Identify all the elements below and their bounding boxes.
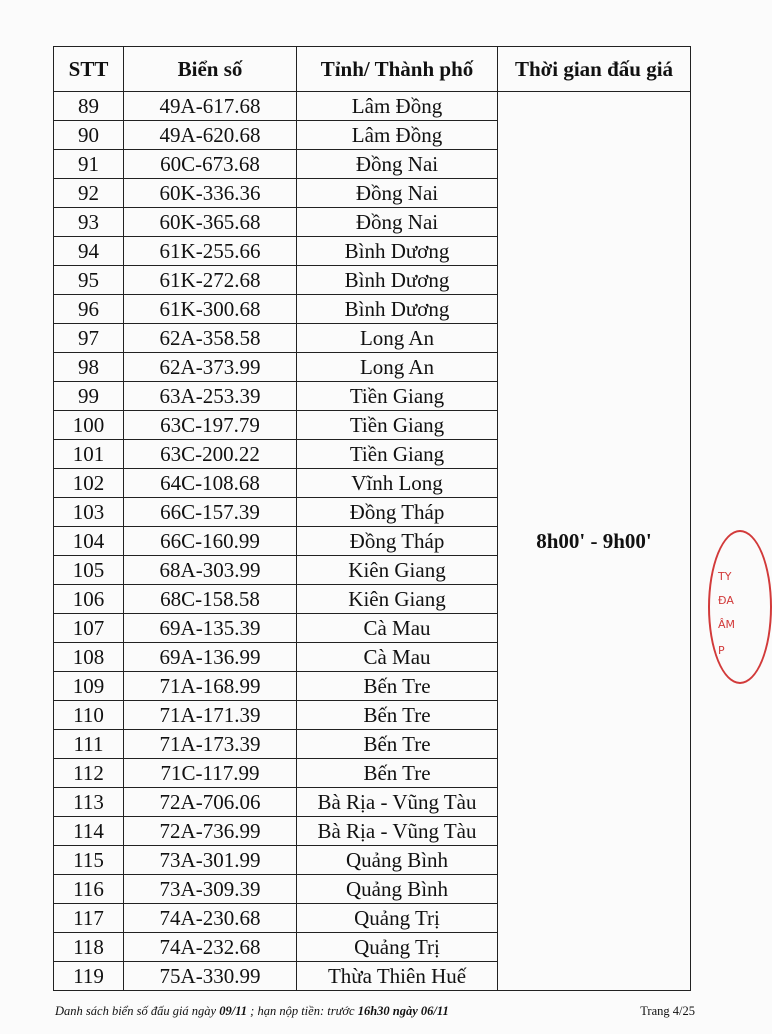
cell-province: Bình Dương	[297, 266, 498, 295]
cell-stt: 117	[54, 904, 124, 933]
cell-province: Đồng Tháp	[297, 527, 498, 556]
footer-deadline: 16h30 ngày 06/11	[357, 1004, 449, 1018]
cell-stt: 106	[54, 585, 124, 614]
cell-stt: 98	[54, 353, 124, 382]
cell-province: Đồng Nai	[297, 208, 498, 237]
cell-province: Đồng Nai	[297, 150, 498, 179]
cell-plate: 61K-300.68	[124, 295, 297, 324]
cell-stt: 99	[54, 382, 124, 411]
cell-plate: 64C-108.68	[124, 469, 297, 498]
header-row	[54, 47, 691, 92]
cell-plate: 63C-200.22	[124, 440, 297, 469]
cell-province: Kiên Giang	[297, 585, 498, 614]
cell-province: Quảng Trị	[297, 904, 498, 933]
cell-stt: 97	[54, 324, 124, 353]
cell-province: Bình Dương	[297, 237, 498, 266]
stamp-fragment: ĐA	[718, 594, 734, 607]
cell-plate: 75A-330.99	[124, 962, 297, 991]
cell-stt: 90	[54, 121, 124, 150]
cell-province: Bà Rịa - Vũng Tàu	[297, 817, 498, 846]
cell-plate: 62A-358.58	[124, 324, 297, 353]
cell-plate: 73A-309.39	[124, 875, 297, 904]
cell-plate: 71A-168.99	[124, 672, 297, 701]
table-row	[54, 92, 691, 121]
cell-plate: 71A-173.39	[124, 730, 297, 759]
cell-province: Tiền Giang	[297, 382, 498, 411]
cell-stt: 100	[54, 411, 124, 440]
cell-stt: 114	[54, 817, 124, 846]
cell-stt: 116	[54, 875, 124, 904]
cell-plate: 68C-158.58	[124, 585, 297, 614]
cell-stt: 94	[54, 237, 124, 266]
cell-plate: 69A-136.99	[124, 643, 297, 672]
cell-province: Đồng Nai	[297, 179, 498, 208]
red-stamp	[708, 530, 772, 684]
cell-province: Vĩnh Long	[297, 469, 498, 498]
cell-province: Bến Tre	[297, 759, 498, 788]
stamp-fragment: ÂM	[718, 618, 736, 631]
cell-stt: 101	[54, 440, 124, 469]
cell-stt: 91	[54, 150, 124, 179]
cell-plate: 60C-673.68	[124, 150, 297, 179]
cell-province: Quảng Bình	[297, 846, 498, 875]
cell-province: Cà Mau	[297, 614, 498, 643]
plates-table	[53, 46, 691, 991]
cell-plate: 61K-255.66	[124, 237, 297, 266]
cell-plate: 66C-157.39	[124, 498, 297, 527]
cell-stt: 102	[54, 469, 124, 498]
cell-plate: 74A-232.68	[124, 933, 297, 962]
cell-stt: 95	[54, 266, 124, 295]
cell-stt: 118	[54, 933, 124, 962]
cell-stt: 96	[54, 295, 124, 324]
cell-province: Tiền Giang	[297, 411, 498, 440]
header-plate: Biển số	[124, 47, 297, 92]
cell-plate: 71A-171.39	[124, 701, 297, 730]
page-number: Trang 4/25	[640, 1004, 695, 1018]
cell-province: Cà Mau	[297, 643, 498, 672]
footer-prefix: Danh sách biển số đấu giá ngày	[55, 1004, 220, 1018]
cell-stt: 119	[54, 962, 124, 991]
cell-stt: 111	[54, 730, 124, 759]
cell-province: Lâm Đồng	[297, 92, 498, 121]
cell-stt: 89	[54, 92, 124, 121]
cell-plate: 73A-301.99	[124, 846, 297, 875]
cell-province: Quảng Trị	[297, 933, 498, 962]
cell-province: Kiên Giang	[297, 556, 498, 585]
cell-stt: 113	[54, 788, 124, 817]
cell-stt: 108	[54, 643, 124, 672]
cell-plate: 62A-373.99	[124, 353, 297, 382]
cell-province: Thừa Thiên Huế	[297, 962, 498, 991]
cell-province: Bà Rịa - Vũng Tàu	[297, 788, 498, 817]
cell-plate: 72A-736.99	[124, 817, 297, 846]
cell-stt: 103	[54, 498, 124, 527]
cell-province: Tiền Giang	[297, 440, 498, 469]
cell-province: Quảng Bình	[297, 875, 498, 904]
cell-stt: 109	[54, 672, 124, 701]
cell-stt: 110	[54, 701, 124, 730]
cell-plate: 71C-117.99	[124, 759, 297, 788]
stamp-fragment: P	[718, 644, 725, 657]
cell-stt: 104	[54, 527, 124, 556]
cell-plate: 60K-336.36	[124, 179, 297, 208]
cell-plate: 72A-706.06	[124, 788, 297, 817]
cell-stt: 112	[54, 759, 124, 788]
cell-province: Bình Dương	[297, 295, 498, 324]
cell-province: Đồng Tháp	[297, 498, 498, 527]
cell-stt: 115	[54, 846, 124, 875]
header-auction-time: Thời gian đấu giá	[498, 47, 691, 92]
cell-plate: 69A-135.39	[124, 614, 297, 643]
cell-province: Long An	[297, 353, 498, 382]
cell-stt: 105	[54, 556, 124, 585]
footer-auction-date: 09/11	[219, 1004, 248, 1018]
footer	[55, 1004, 695, 1019]
cell-stt: 107	[54, 614, 124, 643]
cell-province: Bến Tre	[297, 730, 498, 759]
header-province: Tỉnh/ Thành phố	[297, 47, 498, 92]
table-body	[54, 92, 691, 991]
cell-province: Bến Tre	[297, 701, 498, 730]
cell-plate: 60K-365.68	[124, 208, 297, 237]
cell-auction-time: 8h00' - 9h00'	[498, 92, 691, 991]
cell-stt: 92	[54, 179, 124, 208]
cell-plate: 74A-230.68	[124, 904, 297, 933]
cell-plate: 61K-272.68	[124, 266, 297, 295]
cell-plate: 49A-620.68	[124, 121, 297, 150]
cell-province: Long An	[297, 324, 498, 353]
cell-stt: 93	[54, 208, 124, 237]
stamp-fragment: TY	[718, 570, 732, 583]
header-stt: STT	[54, 47, 124, 92]
cell-plate: 63C-197.79	[124, 411, 297, 440]
cell-plate: 63A-253.39	[124, 382, 297, 411]
cell-plate: 68A-303.99	[124, 556, 297, 585]
cell-plate: 66C-160.99	[124, 527, 297, 556]
cell-province: Bến Tre	[297, 672, 498, 701]
footer-middle: ; hạn nộp tiền: trước	[247, 1004, 358, 1018]
cell-plate: 49A-617.68	[124, 92, 297, 121]
cell-province: Lâm Đồng	[297, 121, 498, 150]
